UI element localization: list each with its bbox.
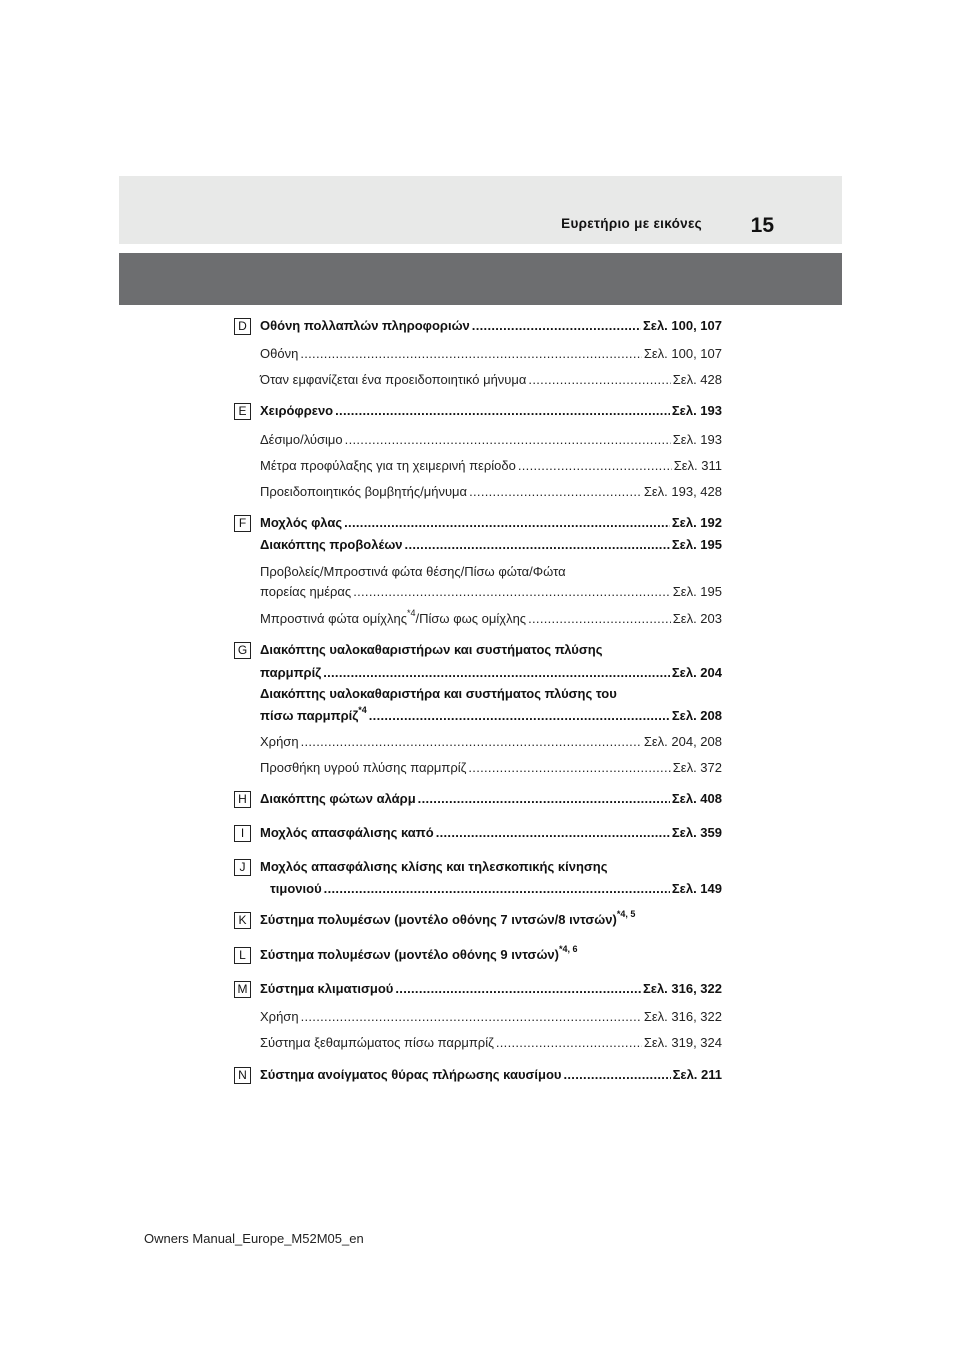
index-entry[interactable] — [260, 318, 722, 334]
entry-page: Σελ. 428 — [672, 372, 722, 387]
entry-text: Δέσιμο/λύσιμο — [260, 432, 343, 447]
entry-text: Προειδοποιητικός βομβητής/μήνυμα — [260, 484, 468, 499]
entry-text: Μοχλός απασφάλισης καπό — [260, 825, 434, 840]
entry-page: Σελ. 316, 322 — [642, 981, 722, 996]
index-letter-d: D — [234, 318, 251, 335]
entry-page: Σελ. 319, 324 — [643, 1035, 722, 1050]
entry-text-part: /Πίσω φως ομίχλης — [415, 611, 527, 626]
entry-page: Σελ. 100, 107 — [642, 318, 722, 333]
index-entry[interactable] — [260, 704, 722, 724]
index-subentry[interactable] — [260, 584, 722, 600]
entry-page: Σελ. 149 — [671, 881, 722, 896]
entry-page: Σελ. 193, 428 — [643, 484, 722, 499]
index-letter-g: G — [234, 642, 251, 659]
section-banner — [119, 253, 842, 305]
entry-page: Σελ. 192 — [671, 515, 722, 530]
entry-page: Σελ. 372 — [672, 760, 722, 775]
entry-page: Σελ. 211 — [672, 1067, 722, 1082]
footnote-marker: *4, 6 — [558, 943, 578, 954]
entry-page: Σελ. 316, 322 — [643, 1009, 722, 1024]
index-letter-m: M — [234, 981, 251, 998]
entry-text — [260, 908, 636, 928]
entry-text: Μοχλός φλας — [260, 515, 343, 530]
entry-text-part: Σύστημα πολυμέσων (μοντέλο οθόνης 9 ιντσών) — [260, 947, 559, 962]
index-subentry[interactable] — [260, 760, 722, 776]
entry-text: πορείας ημέρας — [260, 584, 352, 599]
index-entry[interactable] — [260, 515, 722, 531]
entry-page: Σελ. 195 — [672, 584, 722, 599]
entry-text: Προβολείς/Μπροστινά φώτα θέσης/Πίσω φώτα/Φώτα — [260, 564, 566, 579]
entry-text: Μέτρα προφύλαξης για τη χειμερινή περίοδο — [260, 458, 516, 473]
entry-text: Προσθήκη υγρού πλύσης παρμπρίζ — [260, 760, 467, 775]
index-letter-f: F — [234, 515, 251, 532]
entry-page: Σελ. 203 — [672, 611, 722, 626]
entry-text-part: Μπροστινά φώτα ομίχλης — [260, 611, 407, 626]
index-entry[interactable] — [260, 665, 722, 681]
entry-text-part: Σύστημα πολυμέσων (μοντέλο οθόνης 7 ιντσών/8 ιντσών) — [260, 912, 617, 927]
index-entry[interactable] — [260, 1067, 722, 1083]
entry-text — [260, 943, 578, 963]
page-header-band — [119, 176, 842, 244]
index-subentry[interactable] — [260, 1009, 722, 1025]
index-subentry[interactable] — [260, 607, 722, 627]
entry-text: Όταν εμφανίζεται ένα προειδοποιητικό μήνυμα — [260, 372, 527, 387]
index-entry[interactable] — [260, 791, 722, 807]
index-entry[interactable] — [260, 403, 722, 419]
entry-page: Σελ. 204 — [671, 665, 722, 680]
index-subentry[interactable] — [260, 458, 722, 474]
index-letter-k: K — [234, 912, 251, 929]
index-letter-n: N — [234, 1067, 251, 1084]
entry-text: Σύστημα ανοίγματος θύρας πλήρωσης καυσίμου — [260, 1067, 562, 1082]
document-footer: Owners Manual_Europe_M52M05_en — [144, 1231, 364, 1246]
entry-text: τιμονιού — [270, 881, 322, 896]
entry-text — [260, 607, 527, 627]
index-letter-e: E — [234, 403, 251, 420]
entry-page: Σελ. 208 — [671, 708, 722, 723]
entry-text: Χρήση — [260, 1009, 299, 1024]
entry-page: Σελ. 204, 208 — [643, 734, 722, 749]
entry-text: Χρήση — [260, 734, 299, 749]
footnote-marker: *4, 5 — [616, 908, 636, 919]
entry-page: Σελ. 311 — [673, 458, 722, 473]
footnote-marker: *4 — [358, 704, 367, 715]
index-entry[interactable] — [270, 881, 722, 897]
index-entry — [260, 686, 722, 702]
entry-text: Διακόπτης υαλοκαθαριστήρων και συστήματος πλύσης — [260, 642, 603, 657]
index-subentry[interactable] — [260, 484, 722, 500]
entry-page: Σελ. 359 — [671, 825, 722, 840]
index-letter-h: H — [234, 791, 251, 808]
entry-text — [260, 704, 367, 724]
index-entry[interactable] — [260, 981, 722, 997]
index-subentry[interactable] — [260, 734, 722, 750]
footnote-marker: *4 — [407, 607, 416, 618]
entry-text-part: πίσω παρμπρίζ — [260, 708, 359, 723]
index-letter-i: I — [234, 825, 251, 842]
entry-page: Σελ. 193 — [672, 432, 722, 447]
index-entry[interactable] — [260, 537, 722, 553]
entry-page: Σελ. 100, 107 — [643, 346, 722, 361]
entry-page: Σελ. 195 — [671, 537, 722, 552]
entry-page: Σελ. 193 — [671, 403, 722, 418]
section-title: Ευρετήριο με εικόνες — [561, 216, 702, 231]
entry-text: Διακόπτης φώτων αλάρμ — [260, 791, 416, 806]
index-entry — [260, 642, 722, 658]
entry-text: Σύστημα ξεθαμπώματος πίσω παρμπρίζ — [260, 1035, 494, 1050]
index-entry[interactable] — [260, 825, 722, 841]
entry-text: Χειρόφρενο — [260, 403, 334, 418]
index-subentry[interactable] — [260, 346, 722, 362]
entry-text: Μοχλός απασφάλισης κλίσης και τηλεσκοπικής κίνησης — [260, 859, 608, 874]
index-subentry[interactable] — [260, 1035, 722, 1051]
entry-page: Σελ. 408 — [671, 791, 722, 806]
index-letter-l: L — [234, 947, 251, 964]
entry-text: Διακόπτης προβολέων — [260, 537, 403, 552]
index-subentry[interactable] — [260, 432, 722, 448]
page-number: 15 — [750, 214, 774, 237]
index-entry[interactable] — [260, 908, 722, 928]
entry-text: Διακόπτης υαλοκαθαριστήρα και συστήματος πλύσης του — [260, 686, 617, 701]
index-letter-j: J — [234, 859, 251, 876]
index-subentry[interactable] — [260, 372, 722, 388]
index-subentry — [260, 564, 722, 580]
entry-text: παρμπρίζ — [260, 665, 322, 680]
entry-text: Σύστημα κλιματισμού — [260, 981, 394, 996]
entry-text: Οθόνη — [260, 346, 299, 361]
index-entry[interactable] — [260, 943, 722, 963]
entry-text: Οθόνη πολλαπλών πληροφοριών — [260, 318, 470, 333]
index-entry — [260, 859, 722, 875]
